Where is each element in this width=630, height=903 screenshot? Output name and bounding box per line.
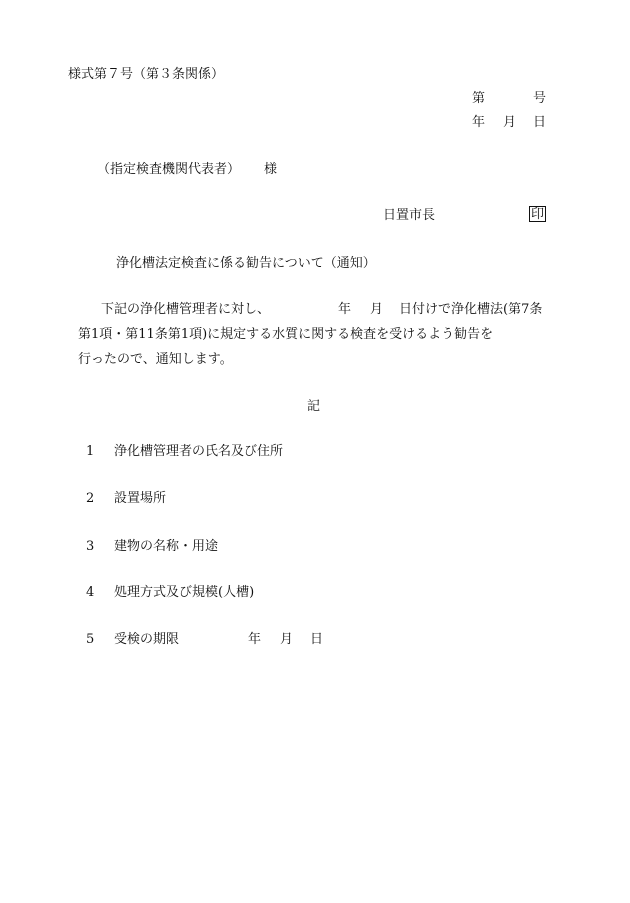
item-number: 3 [86, 539, 95, 554]
deadline-year: 年 [248, 632, 262, 647]
item-label: 設置場所 [114, 491, 167, 506]
item-number: 4 [86, 585, 95, 600]
sender-title: 日置市長 [383, 208, 436, 223]
form-number: 様式第７号（第３条関係） [68, 67, 225, 82]
body-line-1-month: 月 [370, 302, 384, 317]
issue-date-day: 日 [533, 115, 547, 130]
document-number-label: 第 [472, 91, 486, 106]
body-line-3: 行ったので、通知します。 [78, 352, 233, 367]
body-line-2: 第1項・第11条第1項)に規定する水質に関する検査を受けるよう勧告を [78, 327, 494, 342]
item-number: 1 [86, 444, 95, 459]
addressee-name: （指定検査機関代表者） [97, 162, 241, 177]
document-subject: 浄化槽法定検査に係る勧告について（通知） [116, 256, 376, 271]
body-line-1-start: 下記の浄化槽管理者に対し、 [101, 302, 271, 317]
issue-date-month: 月 [503, 115, 517, 130]
body-line-1-end: 日付けで浄化槽法(第7条 [399, 302, 543, 317]
item-label: 建物の名称・用途 [114, 539, 219, 554]
item-number: 2 [86, 491, 95, 506]
ki-heading: 記 [307, 399, 321, 414]
document-number-suffix: 号 [533, 91, 547, 106]
seal-mark: 印 [531, 207, 545, 222]
issue-date-year: 年 [472, 115, 486, 130]
addressee-honorific: 様 [264, 162, 278, 177]
item-label: 受検の期限 [114, 632, 180, 647]
item-label: 処理方式及び規模(人槽) [114, 585, 255, 600]
body-line-1-year: 年 [338, 302, 352, 317]
item-label: 浄化槽管理者の氏名及び住所 [114, 444, 284, 459]
item-number: 5 [86, 632, 95, 647]
deadline-day: 日 [310, 632, 324, 647]
deadline-month: 月 [280, 632, 294, 647]
